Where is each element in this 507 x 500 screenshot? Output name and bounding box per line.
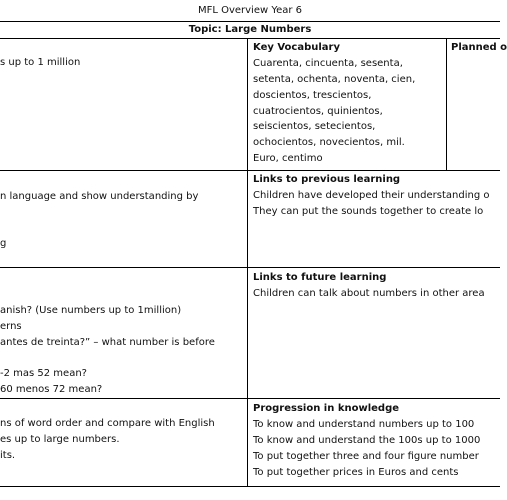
progression-line-1: To know and understand numbers up to 100 bbox=[253, 419, 475, 430]
key-vocabulary-line-3: doscientos, trescientos, bbox=[253, 90, 372, 101]
planned-heading: Planned o bbox=[451, 42, 507, 53]
left-row3-line-5: -2 mas 52 mean? bbox=[0, 368, 87, 379]
progression-line-2: To know and understand the 100s up to 1000 bbox=[253, 435, 481, 446]
topic-heading: Topic: Large Numbers bbox=[188, 24, 312, 35]
topic-row-border bbox=[0, 38, 500, 39]
left-row4-line-1: ns of word order and compare with English bbox=[0, 418, 215, 429]
progression-heading: Progression in knowledge bbox=[253, 403, 400, 414]
left-row3-line-3: antes de treinta?” – what number is before bbox=[0, 337, 215, 348]
links-previous-heading: Links to previous learning bbox=[253, 174, 401, 185]
left-row4-line-2: es up to large numbers. bbox=[0, 434, 120, 445]
key-vocabulary-line-1: Cuarenta, cincuenta, sesenta, bbox=[253, 58, 403, 69]
key-vocabulary-heading: Key Vocabulary bbox=[253, 42, 340, 53]
left-row3-line-2: erns bbox=[0, 321, 22, 332]
left-row2-line-1: n language and show understanding by bbox=[0, 191, 199, 202]
left-row1-line-1: s up to 1 million bbox=[0, 57, 81, 68]
column-divider-main bbox=[247, 38, 248, 487]
left-row2-line-4: g bbox=[0, 238, 7, 249]
row3-bottom-border bbox=[0, 398, 500, 399]
links-previous-line-2: They can put the sounds together to create lo bbox=[253, 206, 484, 217]
left-row3-line-6: 60 menos 72 mean? bbox=[0, 384, 103, 395]
left-row4-line-3: its. bbox=[0, 450, 16, 461]
key-vocabulary-line-7: Euro, centimo bbox=[253, 153, 323, 164]
links-future-line-1: Children can talk about numbers in other area bbox=[253, 288, 485, 299]
key-vocabulary-line-4: cuatrocientos, quinientos, bbox=[253, 106, 383, 117]
links-future-heading: Links to future learning bbox=[253, 272, 387, 283]
table-bottom-border bbox=[0, 486, 500, 487]
key-vocabulary-line-6: ochocientos, novecientos, mil. bbox=[253, 137, 405, 148]
row2-bottom-border bbox=[0, 267, 500, 268]
document-title: MFL Overview Year 6 bbox=[197, 5, 303, 16]
key-vocabulary-line-5: seiscientos, setecientos, bbox=[253, 121, 376, 132]
column-divider-planned bbox=[446, 38, 447, 171]
progression-line-3: To put together three and four figure number bbox=[253, 451, 479, 462]
left-row3-line-1: anish? (Use numbers up to 1million) bbox=[0, 305, 182, 316]
key-vocabulary-line-2: setenta, ochenta, noventa, cien, bbox=[253, 74, 416, 85]
links-previous-line-1: Children have developed their understanding o bbox=[253, 190, 490, 201]
row1-bottom-border bbox=[0, 170, 500, 171]
progression-line-4: To put together prices in Euros and cents bbox=[253, 467, 459, 478]
